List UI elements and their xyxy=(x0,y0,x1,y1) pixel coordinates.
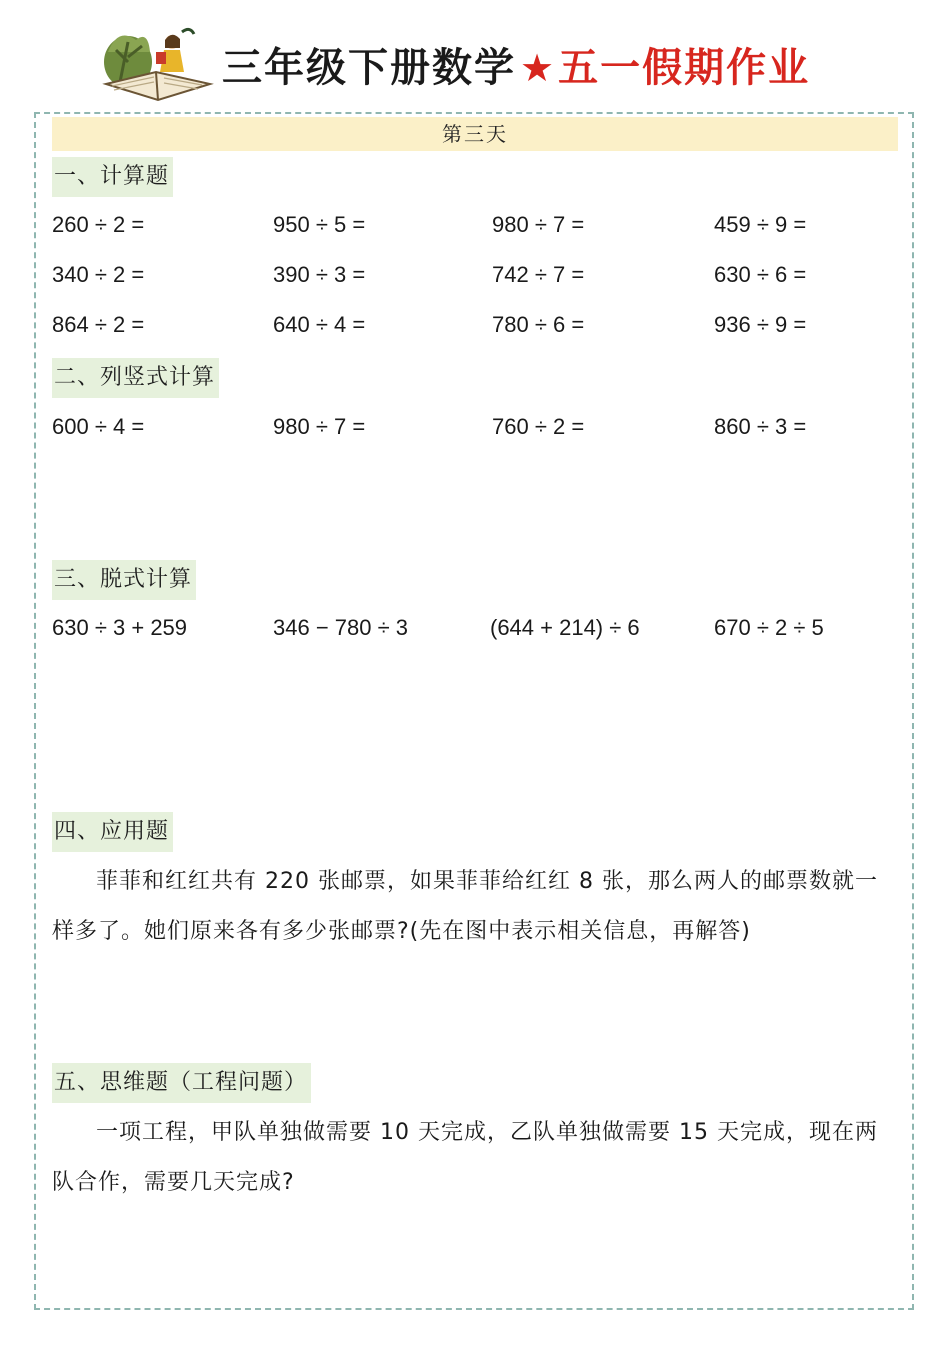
step-calc-expression: 630 ÷ 3 + 259 xyxy=(52,615,188,640)
thinking-problem-text: 一项工程，甲队单独做需要 10 天完成，乙队单独做需要 15 天完成，现在两队合作，需要几天完成? xyxy=(52,1120,878,1195)
calc-expression: 936 ÷ 9 = xyxy=(714,312,807,337)
vertical-calc-expression: 600 ÷ 4 = xyxy=(52,414,145,439)
title-grade-subject: 三年级下册数学 xyxy=(222,44,516,91)
reading-girl-book-icon xyxy=(98,22,218,104)
thinking-problem xyxy=(52,1108,898,1208)
vertical-calc-expression: 760 ÷ 2 = xyxy=(492,414,585,439)
section-5-title: 五、思维题（工程问题） xyxy=(52,1063,311,1103)
vertical-calc-expression: 860 ÷ 3 = xyxy=(714,414,807,439)
calc-expression: 950 ÷ 5 = xyxy=(273,212,366,237)
calc-expression: 340 ÷ 2 = xyxy=(52,262,145,287)
page-header xyxy=(0,22,950,102)
section-3-title: 三、脱式计算 xyxy=(52,560,196,600)
step-calc-expression: (644 + 214) ÷ 6 xyxy=(490,615,640,640)
word-problem xyxy=(52,857,898,957)
calc-expression: 260 ÷ 2 = xyxy=(52,212,145,237)
section-4-title: 四、应用题 xyxy=(52,812,173,852)
vertical-calc-expression: 980 ÷ 7 = xyxy=(273,414,366,439)
calc-expression: 390 ÷ 3 = xyxy=(273,262,366,287)
page-title xyxy=(222,36,810,93)
calc-expression: 864 ÷ 2 = xyxy=(52,312,145,337)
section-1-title: 一、计算题 xyxy=(52,157,173,197)
calc-expression: 640 ÷ 4 = xyxy=(273,312,366,337)
section-2-title: 二、列竖式计算 xyxy=(52,358,219,398)
title-holiday-homework: 五一假期作业 xyxy=(558,44,811,91)
step-calc-expression: 346 − 780 ÷ 3 xyxy=(273,615,409,640)
calc-expression: 742 ÷ 7 = xyxy=(492,262,585,287)
calc-expression: 630 ÷ 6 = xyxy=(714,262,807,287)
step-calc-expression: 670 ÷ 2 ÷ 5 xyxy=(714,615,824,640)
calc-expression: 780 ÷ 6 = xyxy=(492,312,585,337)
day-label: 第三天 xyxy=(52,117,898,151)
calc-expression: 459 ÷ 9 = xyxy=(714,212,807,237)
word-problem-text: 菲菲和红红共有 220 张邮票，如果菲菲给红红 8 张，那么两人的邮票数就一样多了。她们原来各有多少张邮票?(先在图中表示相关信息，再解答) xyxy=(52,869,878,944)
calc-expression: 980 ÷ 7 = xyxy=(492,212,585,237)
star-icon: ★ xyxy=(520,46,555,90)
